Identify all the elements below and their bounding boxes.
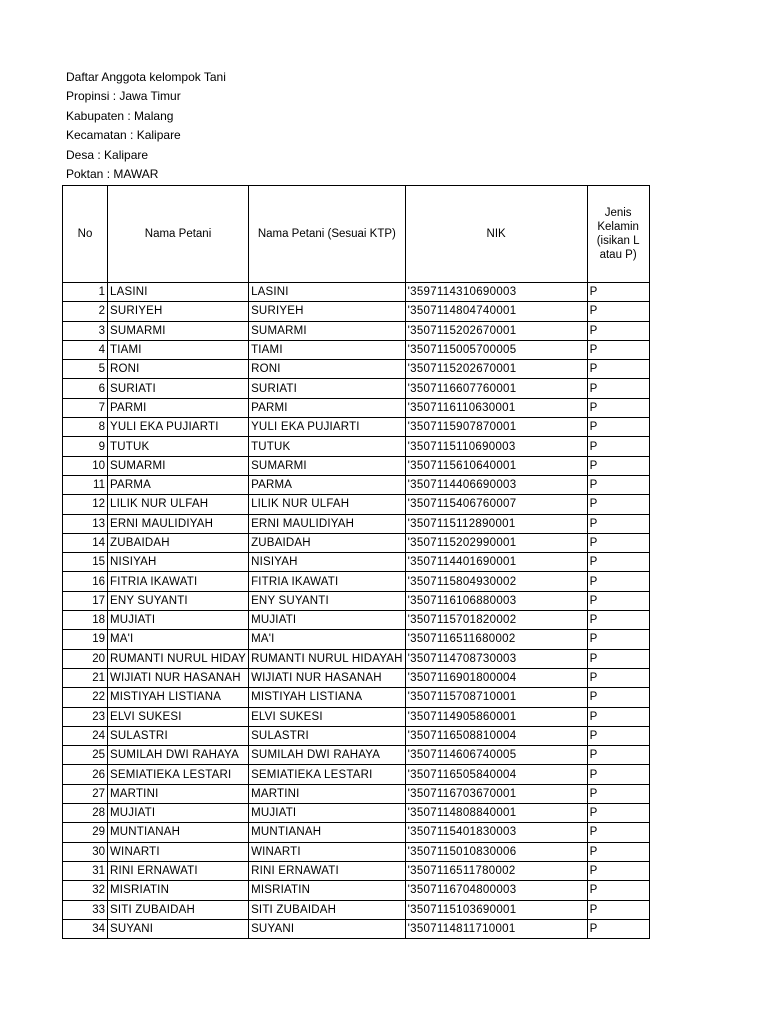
table-row	[63, 881, 650, 900]
table-row	[63, 533, 650, 552]
cell-nik: '3507116607760001	[405, 379, 587, 398]
cell-ktp-name: SULASTRI	[249, 726, 406, 745]
table-row	[63, 572, 650, 591]
cell-no: 1	[63, 283, 108, 302]
col-header-no: No	[63, 186, 108, 283]
table-row	[63, 804, 650, 823]
cell-ktp-name: RONI	[249, 360, 406, 379]
farmer-group-line: Poktan : MAWAR	[66, 167, 159, 182]
table-row	[63, 437, 650, 456]
cell-no: 24	[63, 726, 108, 745]
cell-nik: '3507115010830006	[405, 842, 587, 861]
cell-ktp-name: PARMI	[249, 398, 406, 417]
cell-farmer-name: MISTIYAH LISTIANA	[108, 688, 249, 707]
cell-gender: P	[587, 321, 649, 340]
cell-ktp-name: TUTUK	[249, 437, 406, 456]
table-row	[63, 842, 650, 861]
table-row	[63, 630, 650, 649]
cell-farmer-name: ERNI MAULIDIYAH	[108, 514, 249, 533]
cell-farmer-name: SUYANI	[108, 919, 249, 938]
cell-farmer-name: SEMIATIEKA LESTARI	[108, 765, 249, 784]
table-row	[63, 514, 650, 533]
cell-nik: '3507115202670001	[405, 321, 587, 340]
cell-farmer-name: SURIATI	[108, 379, 249, 398]
cell-no: 26	[63, 765, 108, 784]
cell-farmer-name: MUJIATI	[108, 804, 249, 823]
cell-gender: P	[587, 379, 649, 398]
cell-ktp-name: NISIYAH	[249, 553, 406, 572]
cell-nik: '3507115907870001	[405, 418, 587, 437]
table-row	[63, 495, 650, 514]
cell-no: 31	[63, 861, 108, 880]
cell-farmer-name: PARMI	[108, 398, 249, 417]
cell-gender: P	[587, 765, 649, 784]
cell-nik: '3507114406690003	[405, 475, 587, 494]
cell-ktp-name: FITRIA IKAWATI	[249, 572, 406, 591]
cell-no: 33	[63, 900, 108, 919]
cell-no: 27	[63, 784, 108, 803]
cell-no: 12	[63, 495, 108, 514]
cell-ktp-name: ELVI SUKESI	[249, 707, 406, 726]
cell-ktp-name: MISTIYAH LISTIANA	[249, 688, 406, 707]
cell-nik: '3507114804740001	[405, 302, 587, 321]
cell-nik: '3507115701820002	[405, 611, 587, 630]
table-row	[63, 726, 650, 745]
cell-ktp-name: SUMARMI	[249, 456, 406, 475]
table-row	[63, 746, 650, 765]
cell-ktp-name: ENY SUYANTI	[249, 591, 406, 610]
cell-nik: '3507115005700005	[405, 340, 587, 359]
table-row	[63, 649, 650, 668]
cell-ktp-name: LILIK NUR ULFAH	[249, 495, 406, 514]
cell-nik: '3507114811710001	[405, 919, 587, 938]
table-header	[63, 186, 650, 283]
cell-nik: '3507116703670001	[405, 784, 587, 803]
cell-nik: '3507116704800003	[405, 881, 587, 900]
cell-farmer-name: RINI ERNAWATI	[108, 861, 249, 880]
cell-farmer-name: MA'I	[108, 630, 249, 649]
cell-farmer-name: SUMARMI	[108, 456, 249, 475]
cell-farmer-name: MUNTIANAH	[108, 823, 249, 842]
cell-nik: '3597114310690003	[405, 283, 587, 302]
cell-gender: P	[587, 611, 649, 630]
cell-no: 2	[63, 302, 108, 321]
cell-farmer-name: WIJIATI NUR HASANAH	[108, 668, 249, 687]
cell-farmer-name: PARMA	[108, 475, 249, 494]
cell-ktp-name: MUJIATI	[249, 611, 406, 630]
cell-nik: '3507116106880003	[405, 591, 587, 610]
cell-gender: P	[587, 514, 649, 533]
cell-nik: '3507114808840001	[405, 804, 587, 823]
cell-farmer-name: MUJIATI	[108, 611, 249, 630]
cell-farmer-name: RONI	[108, 360, 249, 379]
cell-farmer-name: NISIYAH	[108, 553, 249, 572]
table-row	[63, 900, 650, 919]
cell-gender: P	[587, 784, 649, 803]
cell-ktp-name: ZUBAIDAH	[249, 533, 406, 552]
cell-farmer-name: YULI EKA PUJIARTI	[108, 418, 249, 437]
cell-no: 28	[63, 804, 108, 823]
cell-gender: P	[587, 842, 649, 861]
cell-farmer-name: MARTINI	[108, 784, 249, 803]
col-header-farmer-name: Nama Petani	[108, 186, 249, 283]
cell-gender: P	[587, 398, 649, 417]
cell-farmer-name: TIAMI	[108, 340, 249, 359]
cell-gender: P	[587, 418, 649, 437]
cell-gender: P	[587, 475, 649, 494]
cell-nik: '3507116901800004	[405, 668, 587, 687]
table-row	[63, 765, 650, 784]
cell-ktp-name: YULI EKA PUJIARTI	[249, 418, 406, 437]
table-row	[63, 456, 650, 475]
cell-nik: '3507115708710001	[405, 688, 587, 707]
table-row	[63, 861, 650, 880]
cell-no: 11	[63, 475, 108, 494]
cell-ktp-name: RUMANTI NURUL HIDAYAH	[249, 649, 406, 668]
cell-ktp-name: MISRIATIN	[249, 881, 406, 900]
cell-gender: P	[587, 456, 649, 475]
cell-farmer-name: ZUBAIDAH	[108, 533, 249, 552]
cell-gender: P	[587, 283, 649, 302]
col-header-gender: Jenis Kelamin (isikan L atau P)	[587, 186, 649, 283]
cell-no: 13	[63, 514, 108, 533]
cell-gender: P	[587, 302, 649, 321]
cell-gender: P	[587, 437, 649, 456]
cell-gender: P	[587, 861, 649, 880]
cell-farmer-name: LASINI	[108, 283, 249, 302]
cell-ktp-name: WINARTI	[249, 842, 406, 861]
table-row	[63, 379, 650, 398]
cell-gender: P	[587, 340, 649, 359]
cell-nik: '3507116511780002	[405, 861, 587, 880]
cell-farmer-name: TUTUK	[108, 437, 249, 456]
cell-no: 14	[63, 533, 108, 552]
cell-nik: '3507114905860001	[405, 707, 587, 726]
cell-no: 3	[63, 321, 108, 340]
table-row	[63, 823, 650, 842]
table-row	[63, 418, 650, 437]
cell-nik: '3507115103690001	[405, 900, 587, 919]
cell-ktp-name: SURIYEH	[249, 302, 406, 321]
table-row	[63, 283, 650, 302]
document-header	[66, 68, 226, 184]
cell-ktp-name: SUYANI	[249, 919, 406, 938]
cell-nik: '3507116110630001	[405, 398, 587, 417]
cell-ktp-name: RINI ERNAWATI	[249, 861, 406, 880]
cell-no: 21	[63, 668, 108, 687]
cell-farmer-name: MISRIATIN	[108, 881, 249, 900]
document-title: Daftar Anggota kelompok Tani	[66, 70, 226, 84]
cell-no: 8	[63, 418, 108, 437]
col-header-nik: NIK	[405, 186, 587, 283]
cell-no: 23	[63, 707, 108, 726]
cell-ktp-name: SITI ZUBAIDAH	[249, 900, 406, 919]
col-header-ktp-name: Nama Petani (Sesuai KTP)	[249, 186, 406, 283]
table-body	[63, 283, 650, 939]
province-line: Propinsi : Jawa Timur	[66, 89, 181, 104]
cell-ktp-name: PARMA	[249, 475, 406, 494]
cell-no: 25	[63, 746, 108, 765]
table-row	[63, 475, 650, 494]
cell-ktp-name: MARTINI	[249, 784, 406, 803]
cell-gender: P	[587, 881, 649, 900]
table-row	[63, 919, 650, 938]
cell-nik: '3507115112890001	[405, 514, 587, 533]
cell-no: 17	[63, 591, 108, 610]
cell-farmer-name: SURIYEH	[108, 302, 249, 321]
table-row	[63, 591, 650, 610]
cell-ktp-name: SURIATI	[249, 379, 406, 398]
cell-ktp-name: MA'I	[249, 630, 406, 649]
cell-gender: P	[587, 919, 649, 938]
table-row	[63, 302, 650, 321]
table-row	[63, 553, 650, 572]
cell-no: 9	[63, 437, 108, 456]
cell-ktp-name: MUJIATI	[249, 804, 406, 823]
table-row	[63, 321, 650, 340]
cell-farmer-name: SUMARMI	[108, 321, 249, 340]
village-line: Desa : Kalipare	[66, 147, 149, 162]
cell-gender: P	[587, 591, 649, 610]
district-line: Kecamatan : Kalipare	[66, 128, 181, 143]
cell-ktp-name: SUMILAH DWI RAHAYA	[249, 746, 406, 765]
cell-ktp-name: SUMARMI	[249, 321, 406, 340]
cell-no: 29	[63, 823, 108, 842]
cell-no: 20	[63, 649, 108, 668]
cell-nik: '3507116508810004	[405, 726, 587, 745]
cell-gender: P	[587, 668, 649, 687]
cell-nik: '3507115804930002	[405, 572, 587, 591]
cell-gender: P	[587, 804, 649, 823]
cell-ktp-name: MUNTIANAH	[249, 823, 406, 842]
cell-ktp-name: WIJIATI NUR HASANAH	[249, 668, 406, 687]
cell-ktp-name: TIAMI	[249, 340, 406, 359]
table-row	[63, 360, 650, 379]
cell-gender: P	[587, 688, 649, 707]
cell-nik: '3507115202990001	[405, 533, 587, 552]
cell-ktp-name: ERNI MAULIDIYAH	[249, 514, 406, 533]
cell-gender: P	[587, 746, 649, 765]
cell-farmer-name: ENY SUYANTI	[108, 591, 249, 610]
cell-no: 32	[63, 881, 108, 900]
cell-no: 19	[63, 630, 108, 649]
cell-nik: '3507114401690001	[405, 553, 587, 572]
cell-no: 34	[63, 919, 108, 938]
cell-gender: P	[587, 900, 649, 919]
cell-farmer-name: RUMANTI NURUL HIDAY	[108, 649, 249, 668]
cell-gender: P	[587, 495, 649, 514]
cell-nik: '3507115202670001	[405, 360, 587, 379]
member-table	[62, 185, 650, 939]
cell-farmer-name: FITRIA IKAWATI	[108, 572, 249, 591]
cell-no: 22	[63, 688, 108, 707]
cell-nik: '3507114606740005	[405, 746, 587, 765]
cell-gender: P	[587, 572, 649, 591]
cell-gender: P	[587, 823, 649, 842]
cell-farmer-name: LILIK NUR ULFAH	[108, 495, 249, 514]
cell-nik: '3507115401830003	[405, 823, 587, 842]
cell-gender: P	[587, 707, 649, 726]
cell-farmer-name: SITI ZUBAIDAH	[108, 900, 249, 919]
cell-ktp-name: SEMIATIEKA LESTARI	[249, 765, 406, 784]
table-row	[63, 688, 650, 707]
table-row	[63, 398, 650, 417]
cell-no: 7	[63, 398, 108, 417]
cell-nik: '3507115610640001	[405, 456, 587, 475]
table-row	[63, 707, 650, 726]
cell-nik: '3507115406760007	[405, 495, 587, 514]
cell-gender: P	[587, 533, 649, 552]
cell-nik: '3507115110690003	[405, 437, 587, 456]
cell-gender: P	[587, 726, 649, 745]
cell-nik: '3507114708730003	[405, 649, 587, 668]
cell-gender: P	[587, 360, 649, 379]
cell-farmer-name: ELVI SUKESI	[108, 707, 249, 726]
cell-no: 4	[63, 340, 108, 359]
table-row	[63, 668, 650, 687]
cell-no: 5	[63, 360, 108, 379]
cell-no: 15	[63, 553, 108, 572]
cell-no: 6	[63, 379, 108, 398]
table-row	[63, 340, 650, 359]
cell-farmer-name: WINARTI	[108, 842, 249, 861]
cell-no: 18	[63, 611, 108, 630]
table-row	[63, 784, 650, 803]
cell-nik: '3507116505840004	[405, 765, 587, 784]
cell-no: 16	[63, 572, 108, 591]
regency-line: Kabupaten : Malang	[66, 108, 174, 123]
cell-no: 30	[63, 842, 108, 861]
cell-ktp-name: LASINI	[249, 283, 406, 302]
cell-gender: P	[587, 553, 649, 572]
cell-farmer-name: SULASTRI	[108, 726, 249, 745]
table-row	[63, 611, 650, 630]
cell-nik: '3507116511680002	[405, 630, 587, 649]
cell-no: 10	[63, 456, 108, 475]
cell-gender: P	[587, 630, 649, 649]
cell-gender: P	[587, 649, 649, 668]
cell-farmer-name: SUMILAH DWI RAHAYA	[108, 746, 249, 765]
